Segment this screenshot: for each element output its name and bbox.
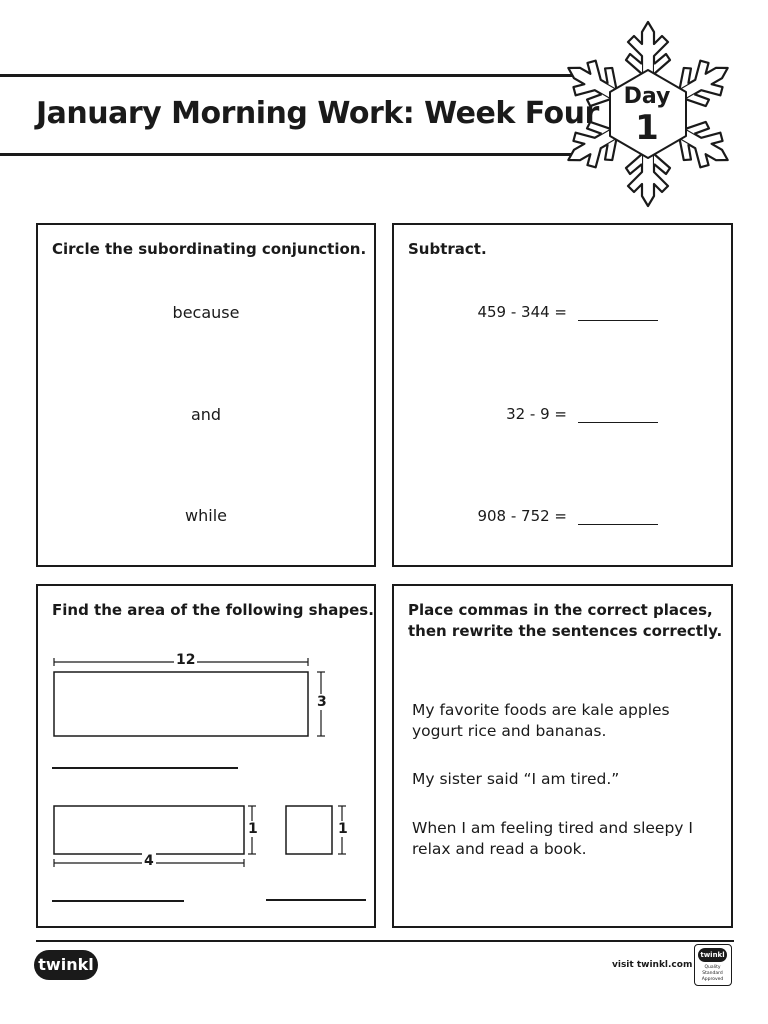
visit-link[interactable]: visit twinkl.com [612, 960, 693, 970]
commas-prompt [408, 600, 722, 642]
page-title: January Morning Work: Week Four [36, 96, 599, 131]
answer-blank[interactable] [578, 320, 658, 321]
conjunction-box [36, 223, 376, 567]
height-label: 1 [248, 821, 258, 837]
subtraction-box [392, 223, 733, 567]
problem-expression: 32 - 9 = [506, 405, 567, 423]
sentence: When I am feeling tired and sleepy I relax and read a book. [412, 819, 693, 858]
problem-expression: 908 - 752 = [477, 507, 567, 525]
word-option[interactable]: while [185, 506, 227, 525]
area-box [36, 584, 376, 928]
twinkl-logo[interactable]: twinkl [34, 950, 98, 980]
day-number: 1 [635, 108, 659, 148]
badge-logo: twinkl [698, 948, 727, 962]
answer-blank[interactable] [578, 422, 658, 423]
height-label: 1 [338, 821, 348, 837]
badge-text: Quality Standard Approved [701, 965, 724, 982]
footer-divider [36, 940, 734, 942]
problem-expression: 459 - 344 = [477, 303, 567, 321]
day-label: Day [623, 84, 671, 109]
word-option[interactable]: and [190, 405, 222, 424]
width-label: 4 [144, 853, 154, 869]
commas-box [392, 584, 733, 928]
sentence: My sister said “I am tired.” [412, 770, 620, 788]
conjunction-prompt: Circle the subordinating conjunction. [52, 240, 367, 258]
width-label: 12 [176, 652, 196, 668]
answer-line[interactable] [52, 900, 184, 902]
answer-line[interactable] [52, 767, 238, 769]
rectangle-shape-1 [54, 672, 308, 736]
word-option[interactable]: because [172, 303, 240, 322]
height-label: 3 [317, 694, 327, 710]
answer-blank[interactable] [578, 524, 658, 525]
commas-prompt-line-2: then rewrite the sentences correctly. [408, 622, 723, 640]
subtraction-prompt: Subtract. [408, 240, 487, 258]
sentence: My favorite foods are kale apples yogurt rice and bananas. [412, 701, 670, 740]
area-diagram [38, 586, 374, 926]
area-prompt: Find the area of the following shapes. [52, 601, 374, 619]
commas-prompt-line-1: Place commas in the correct places, [408, 601, 713, 619]
square-shape [286, 806, 332, 854]
rectangle-shape-2 [54, 806, 244, 854]
quality-badge [694, 944, 732, 986]
answer-line[interactable] [266, 899, 366, 901]
